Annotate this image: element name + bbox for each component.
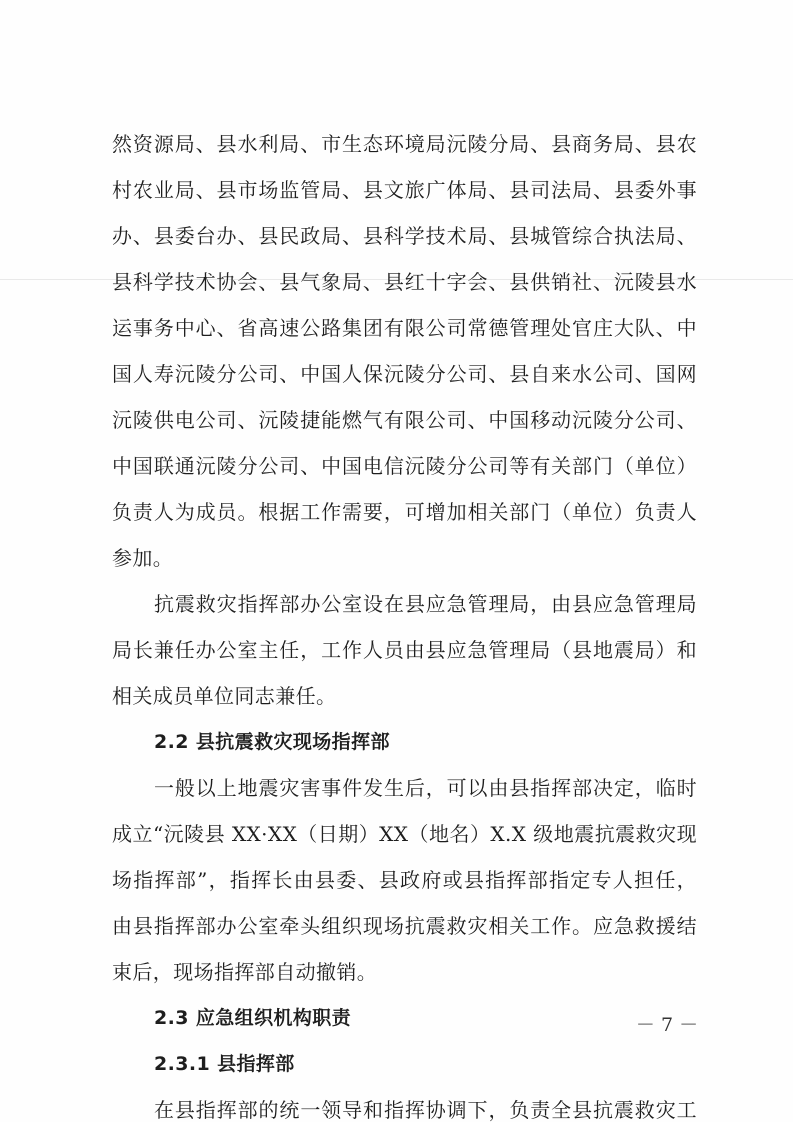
text-line: 由县指挥部办公室牵头组织现场抗震救灾相关工作。应急救援结 xyxy=(112,914,697,938)
section-heading: 2.2 县抗震救灾现场指挥部 xyxy=(154,731,390,753)
text-line: 参加。 xyxy=(112,546,174,570)
text-line: 县科学技术协会、县气象局、县红十字会、县供销社、沅陵县水 xyxy=(112,270,697,294)
page-number: － 7 － xyxy=(635,1014,699,1036)
text-line: 负责人为成员。根据工作需要，可增加相关部门（单位）负责人 xyxy=(112,500,697,524)
text-line: 办、县委台办、县民政局、县科学技术局、县城管综合执法局、 xyxy=(112,224,697,248)
text-line: 中国联通沅陵分公司、中国电信沅陵分公司等有关部门（单位） xyxy=(112,454,697,478)
text-line: 村农业局、县市场监管局、县文旅广体局、县司法局、县委外事 xyxy=(112,178,697,202)
text-line: 运事务中心、省高速公路集团有限公司常德管理处官庄大队、中 xyxy=(112,316,697,340)
section-heading: 2.3.1 县指挥部 xyxy=(154,1053,295,1075)
text-line: 沅陵供电公司、沅陵捷能燃气有限公司、中国移动沅陵分公司、 xyxy=(112,408,697,432)
text-line: 在县指挥部的统一领导和指挥协调下，负责全县抗震救灾工 xyxy=(154,1098,697,1122)
document-body xyxy=(112,121,697,1133)
text-line: 国人寿沅陵分公司、中国人保沅陵分公司、县自来水公司、国网 xyxy=(112,362,697,386)
section-heading: 2.3 应急组织机构职责 xyxy=(154,1007,352,1029)
text-line: 然资源局、县水利局、市生态环境局沅陵分局、县商务局、县农 xyxy=(112,132,697,156)
text-line: 相关成员单位同志兼任。 xyxy=(112,684,337,708)
text-line: 局长兼任办公室主任，工作人员由县应急管理局（县地震局）和 xyxy=(112,638,697,662)
text-line: 场指挥部”，指挥长由县委、县政府或县指挥部指定专人担任， xyxy=(112,868,697,892)
text-line: 一般以上地震灾害事件发生后，可以由县指挥部决定，临时 xyxy=(154,776,697,800)
text-line: 成立“沅陵县 XX·XX（日期）XX（地名）X.X 级地震抗震救灾现 xyxy=(112,822,697,846)
text-line: 抗震救灾指挥部办公室设在县应急管理局，由县应急管理局 xyxy=(154,592,697,616)
text-line: 束后，现场指挥部自动撤销。 xyxy=(112,960,378,984)
